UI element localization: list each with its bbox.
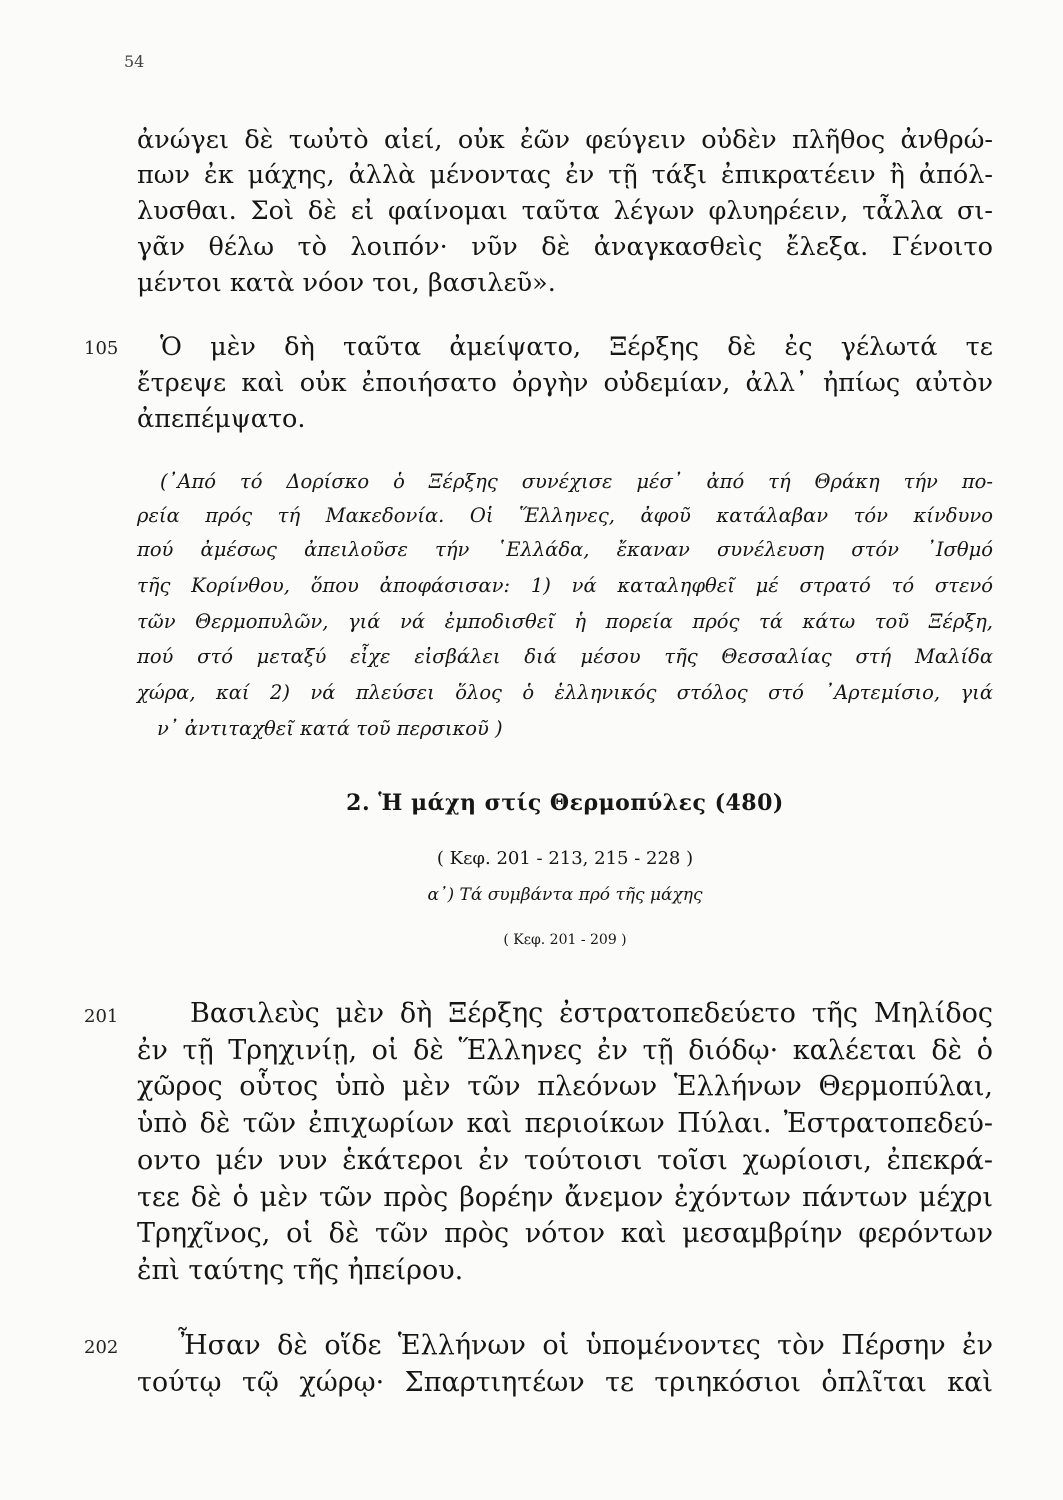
note-line: χώρα, καί 2) νά πλεύσει ὅλος ὁ ἑλληνικός στόλος στό ᾿Αρτεμίσιο, γιά — [137, 681, 993, 704]
text-line: ἀνώγει δὲ τωὐτὸ αἰεί, οὐκ ἐῶν φεύγειν οὐδὲν πλῆθος ἀνθρώ- — [137, 125, 993, 155]
subsection-heading: α᾿) Τά συμβάντα πρό τῆς μάχης — [427, 885, 703, 905]
section-number-105: 105 — [84, 338, 119, 359]
text-line: τεε δὲ ὁ μὲν τῶν πρὸς βορέην ἄνεμον ἐχόντων πάντων μέχρι — [137, 1182, 993, 1213]
section-number-202: 202 — [84, 1337, 119, 1358]
text-line: Ἦσαν δὲ οἵδε Ἑλλήνων οἱ ὑπομένοντες τὸν Πέρσην ἐν — [178, 1330, 993, 1361]
section-heading: 2. Ἡ μάχη στίς Θερμοπύλες (480) — [346, 790, 784, 816]
text-line: οντο μέν νυν ἑκάτεροι ἐν τούτοισι τοῖσι χωρίοισι, ἐπεκρά- — [137, 1145, 993, 1176]
page-number: 54 — [124, 52, 145, 71]
note-line: τῆς Κορίνθου, ὅπου ἀποφάσισαν: 1) νά καταληφθεῖ μέ στρατό τό στενό — [137, 574, 993, 597]
text-line: τούτῳ τῷ χώρῳ· Σπαρτιητέων τε τριηκόσιοι ὁπλῖται καὶ — [137, 1367, 993, 1398]
text-line: πων ἐκ μάχης, ἀλλὰ μένοντας ἐν τῇ τάξι ἐπικρατέειν ἢ ἀπόλ- — [137, 160, 993, 190]
text-line: λυσθαι. Σοὶ δὲ εἰ φαίνομαι ταῦτα λέγων φλυηρέειν, τἆλλα σι- — [137, 196, 993, 226]
section-number-201: 201 — [84, 1006, 119, 1027]
note-line: τῶν Θερμοπυλῶν, γιά νά ἐμποδισθεῖ ἡ πορεία πρός τά κάτω τοῦ Ξέρξη, — [137, 610, 993, 633]
note-line: πού ἀμέσως ἀπειλοῦσε τήν ῾Ελλάδα, ἔκαναν συνέλευση στόν ᾿Ισθμό — [137, 538, 993, 561]
note-line: ρεία πρός τή Μακεδονία. Οἱ Ἕλληνες, ἀφοῦ κατάλαβαν τόν κίνδυνο — [137, 504, 993, 527]
text-line: ἐπὶ ταύτης τῆς ἠπείρου. — [137, 1255, 464, 1286]
text-line: ἐν τῇ Τρηχινίῃ, οἱ δὲ Ἕλληνες ἐν τῇ διόδῳ· καλέεται δὲ ὁ — [137, 1035, 993, 1066]
chapter-reference: ( Κεφ. 201 - 213, 215 - 228 ) — [436, 848, 694, 869]
text-line: Ὁ μὲν δὴ ταῦτα ἀμείψατο, Ξέρξης δὲ ἐς γέλωτά τε — [160, 332, 993, 362]
note-line: πού στό μεταξύ εἶχε εἰσβάλει διά μέσου τῆς Θεσσαλίας στή Μαλίδα — [137, 645, 993, 668]
subsection-reference: ( Κεφ. 201 - 209 ) — [503, 932, 627, 948]
text-line: ὑπὸ δὲ τῶν ἐπιχωρίων καὶ περιοίκων Πύλαι. Ἐστρατοπεδεύ- — [137, 1108, 993, 1139]
text-line: χῶρος οὗτος ὑπὸ μὲν τῶν πλεόνων Ἑλλήνων Θερμοπύλαι, — [137, 1071, 993, 1102]
text-line: ἔτρεψε καὶ οὐκ ἐποιήσατο ὀργὴν οὐδεμίαν, ἀλλ᾽ ἠπίως αὐτὸν — [137, 368, 993, 398]
text-line: Τρηχῖνος, οἱ δὲ τῶν πρὸς νότον καὶ μεσαμβρίην φερόντων — [137, 1218, 993, 1249]
text-line: μέντοι κατὰ νόον τοι, βασιλεῦ». — [137, 268, 556, 298]
text-line: Βασιλεὺς μὲν δὴ Ξέρξης ἐστρατοπεδεύετο τῆς Μηλίδος — [190, 998, 993, 1029]
text-line: ἀπεπέμψατο. — [137, 404, 306, 434]
note-line: ν᾿ ἀντιταχθεῖ κατά τοῦ περσικοῦ ) — [157, 717, 503, 740]
text-line: γᾶν θέλω τὸ λοιπόν· νῦν δὲ ἀναγκασθεὶς ἔλεξα. Γένοιτο — [137, 232, 993, 262]
note-line: (᾿Από τό Δορίσκο ὁ Ξέρξης συνέχισε μέσ᾿ ἀπό τή Θράκη τήν πο- — [160, 470, 993, 493]
